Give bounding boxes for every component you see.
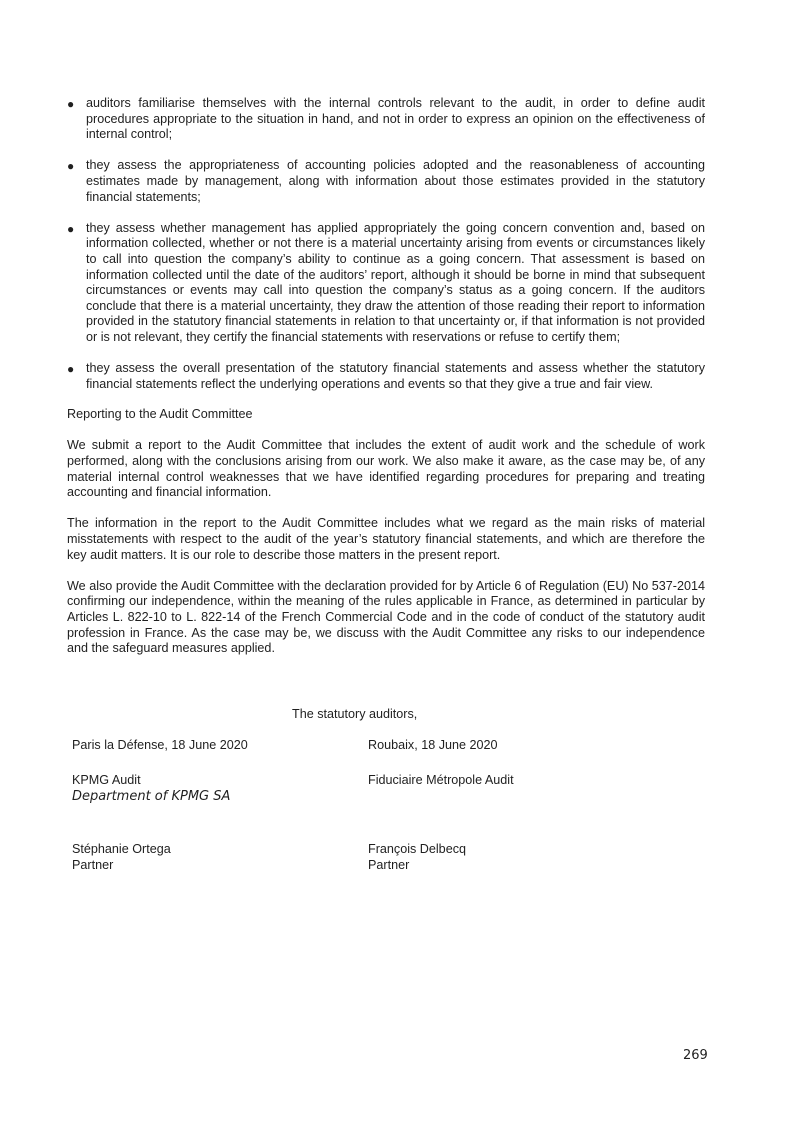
body-text [67,96,705,672]
bullet-icon: ● [67,159,75,174]
signature-title: The statutory auditors, [292,707,418,721]
bullet-icon: ● [67,97,75,111]
bullet-text: they assess whether management has applied appropriately the going concern convention and, based on information collected, whether or not there is a material uncertainty arising from events or circumstances likely to call into question the company’s ability to continue as a going concern. That assessment is based on information collected until the date of the auditors’ report, although it should be borne in mind that subsequent circumstances or events may call into question the company’s status as a going concern. If the auditors conclude that there is a material uncertainty, they draw the attention of those reading their report to information provided in the statutory financial statements in relation to that uncertainty or, if that information is not provided or is not relevant, they certify the financial statements with reservations or refuse to certify them; [86,220,705,344]
section-heading: Reporting to the Audit Committee [67,407,253,422]
left-signature-date: Paris la Défense, 18 June 2020 [72,738,248,752]
right-signatory-role: Partner [368,857,410,872]
left-signatory-role: Partner [72,857,114,872]
bullet-text: auditors familiarise themselves with the internal controls relevant to the audit, in order to define audit procedures appropriate to the situation in hand, and not in order to express an opinion on the effectiveness of internal control; [86,96,705,142]
right-signature-date: Roubaix, 18 June 2020 [368,738,498,752]
bullet-text: they assess the appropriateness of accounting policies adopted and the reasonableness of accounting estimates made by management, along with information about those estimates provided in the statutory financial statements; [86,158,705,204]
paragraph: The information in the report to the Audit Committee includes what we regard as the main risks of material misstatements with respect to the audit of the year’s statutory financial statements, and which are therefore the key audit matters. It is our role to describe those matters in the present report. [67,516,705,562]
right-signatory [368,842,648,873]
list-item [67,158,705,205]
left-firm-department: Department of KPMG SA [72,788,231,804]
left-firm-name: KPMG Audit [72,773,141,787]
left-signatory [72,842,352,873]
list-item [67,221,705,346]
bullet-icon: ● [67,362,75,377]
bullet-icon: ● [67,221,75,236]
left-signature-firm-block [72,773,352,804]
list-item [67,361,705,392]
bullet-text: they assess the overall presentation of the statutory financial statements and assess whether the statutory financial statements reflect the underlying operations and events so that they give a true and fair view. [86,361,705,391]
list-item [67,96,705,143]
paragraph: We submit a report to the Audit Committee that includes the extent of audit work and the schedule of work performed, along with the conclusions arising from our work. We also make it aware, as the case may be, of any material internal control weaknesses that we have identified regarding procedures for preparing and treating accounting and financial information. [67,438,705,500]
right-signatory-name: François Delbecq [368,842,466,856]
page-number: 269 [683,1048,708,1063]
right-signature-firm-block [368,773,648,789]
bullet-list [67,96,705,392]
paragraph: We also provide the Audit Committee with the declaration provided for by Article 6 of Regulation (EU) No 537-2014 confirming our independence, within the meaning of the rules applicable in France, as determined in particular by Articles L. 822-10 to L. 822-14 of the French Commercial Code and in the code of conduct of the statutory audit profession in France. As the case may be, we discuss with the Audit Committee any risks to our independence and the safeguard measures applied. [67,578,705,656]
right-firm-name: Fiduciaire Métropole Audit [368,773,514,787]
left-signatory-name: Stéphanie Ortega [72,842,171,856]
